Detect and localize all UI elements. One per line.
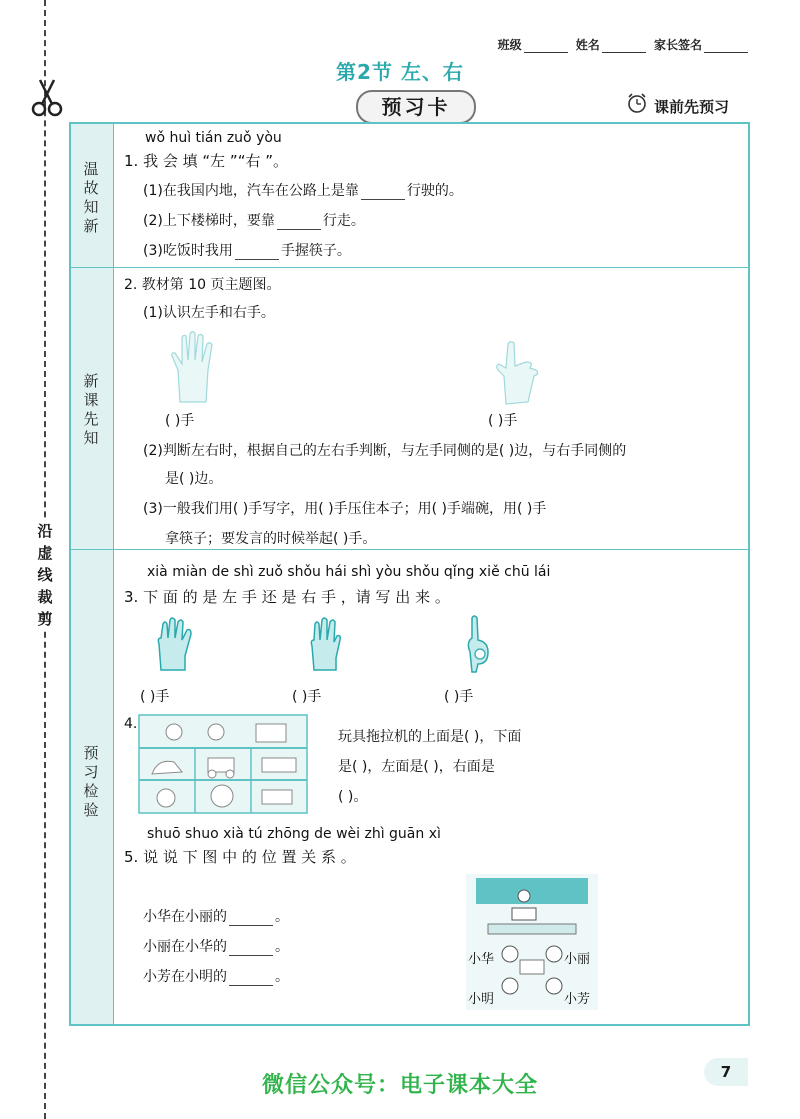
row-divider-1 [69,267,750,268]
q2-sub3-line2: 拿筷子；要发言的时候举起( )手。 [165,531,377,547]
preview-label: 课前先预习 [654,98,730,116]
q3-blank-2[interactable]: ( )手 [292,689,322,705]
q4-number: 4. [124,716,138,732]
q3-pinyin: xià miàn de shì zuǒ shǒu hái shì yòu shǒu qǐng xiě chū lái [147,564,551,580]
q5-blank-1[interactable] [229,911,273,926]
q5-item-3: 小芳在小明的 。 [143,969,289,985]
parent-signature-blank[interactable] [704,52,748,53]
card-title: 预习卡 [356,90,476,124]
q5-item-1: 小华在小丽的 。 [143,909,289,925]
q1-title: 1. 我 会 填 “左 ”“右 ”。 [124,152,289,170]
column-divider [113,122,114,1026]
label-xiaoli: 小丽 [564,952,591,967]
side-label-review: 温 故 知 新 [83,160,99,235]
footer-advert: 微信公众号：电子课本大全 [261,1073,538,1098]
q5-item-2: 小丽在小华的 。 [143,939,289,955]
q3-blank-3[interactable]: ( )手 [444,689,474,705]
side-label-check: 预 习 检 验 [83,744,99,819]
class-blank[interactable] [524,52,568,53]
q1-item-1: (1)在我国内地，汽车在公路上是靠 行驶的。 [143,183,463,199]
q5-blank-3[interactable] [229,971,273,986]
right-hand-pointing-image [486,340,546,406]
q1-item-2: (2)上下楼梯时，要靠 行走。 [143,213,365,229]
row-divider-2 [69,549,750,550]
hand-image-3 [458,612,498,674]
q4-line3: ( )。 [338,789,368,805]
q2-right-hand-blank[interactable]: ( )手 [488,413,518,429]
q4-line1: 玩具拖拉机的上面是( )，下面 [338,729,522,745]
q1-blank-1[interactable] [361,185,405,200]
toy-shelf-image [138,714,308,814]
page-number: 7 [704,1058,748,1086]
q2-sub2-line2: 是( )边。 [165,471,223,487]
q3-blank-1[interactable]: ( )手 [140,689,170,705]
left-hand-image [168,330,228,404]
hand-image-2 [306,616,346,672]
q4-line2: 是( )，左面是( )，右面是 [338,759,495,775]
name-label: 姓名 [575,38,600,52]
q3-title: 3. 下 面 的 是 左 手 还 是 右 手 ，请 写 出 来 。 [124,588,450,606]
label-xiaofang: 小芳 [564,992,591,1007]
label-xiaoming: 小明 [468,992,495,1007]
q2-sub1: (1)认识左手和右手。 [143,305,275,321]
class-label: 班级 [497,38,522,52]
q1-blank-3[interactable] [235,245,279,260]
alarm-clock-icon [626,92,648,114]
q5-blank-2[interactable] [229,941,273,956]
side-label-new-lesson: 新 课 先 知 [83,372,99,447]
q2-sub2-line1: (2)判断左右时，根据自己的左右手判断，与左手同侧的是( )边，与右手同侧的 [143,443,627,459]
q1-item-3: (3)吃饭时我用 手握筷子。 [143,243,351,259]
section-title: 第2节 左、右 [336,60,464,84]
name-blank[interactable] [602,52,646,53]
q2-left-hand-blank[interactable]: ( )手 [165,413,195,429]
q1-blank-2[interactable] [277,215,321,230]
hand-image-1 [155,616,195,672]
q5-title: 5. 说 说 下 图 中 的 位 置 关 系 。 [124,848,356,866]
parent-signature-label: 家长签名 [653,38,702,52]
q5-pinyin: shuō shuo xià tú zhōng de wèi zhì guān xì [147,826,441,842]
cut-instruction: 沿 虚 线 裁 剪 [35,520,57,630]
label-xiaohua: 小华 [468,952,495,967]
q2-title: 2. 教材第 10 页主题图。 [124,277,281,293]
student-info-fields [498,36,752,53]
q1-pinyin: wǒ huì tián zuǒ yòu [145,130,282,146]
q2-sub3-line1: (3)一般我们用( )手写字，用( )手压住本子；用( )手端碗，用( )手 [143,501,547,517]
